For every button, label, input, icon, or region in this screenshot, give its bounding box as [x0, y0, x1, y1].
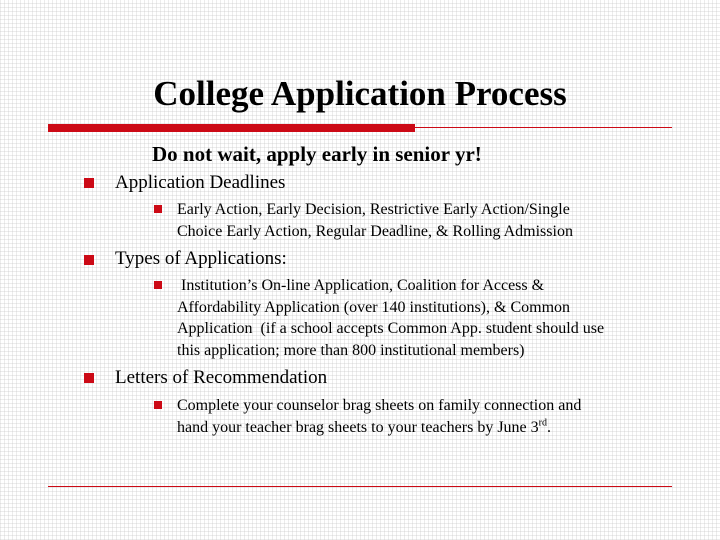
detail-line: Choice Early Action, Regular Deadline, & Rolling Admission: [177, 222, 573, 240]
detail-line: Institution’s On-line Application, Coalition for Access &: [177, 277, 545, 294]
detail-line: Application (if a school accepts Common App. student should use: [177, 320, 605, 337]
title-underline-thin: [415, 127, 672, 128]
section-heading-types: Types of Applications:: [115, 248, 287, 269]
title-underline-thick: [48, 124, 415, 132]
bullet-icon: [84, 373, 94, 383]
ordinal-suffix: rd: [538, 417, 547, 429]
detail-line: this application; more than 800 institutional members): [177, 341, 525, 359]
bottom-rule: [48, 486, 672, 487]
section-heading-deadlines: Application Deadlines: [115, 172, 286, 193]
sentence-end: .: [547, 418, 551, 436]
slide-title: College Application Process: [153, 74, 567, 113]
bullet-icon: [154, 205, 162, 213]
slide-subtitle: Do not wait, apply early in senior yr!: [152, 142, 482, 166]
section-detail-letters: [177, 395, 672, 438]
bullet-icon: [154, 401, 162, 409]
section-heading-letters: Letters of Recommendation: [115, 367, 328, 388]
section-detail-deadlines: [177, 199, 672, 242]
bullet-icon: [84, 255, 94, 265]
detail-line: Complete your counselor brag sheets on family connection and: [177, 397, 582, 414]
detail-line: Early Action, Early Decision, Restrictive Early Action/Single: [177, 201, 570, 218]
detail-line: Affordability Application (over 140 institutions), & Common: [177, 298, 571, 316]
section-detail-types: [177, 275, 672, 361]
detail-text: hand your teacher brag sheets to your teachers by June 3: [177, 418, 539, 436]
bullet-icon: [84, 178, 94, 188]
bullet-icon: [154, 281, 162, 289]
detail-line-with-date: [177, 417, 672, 439]
